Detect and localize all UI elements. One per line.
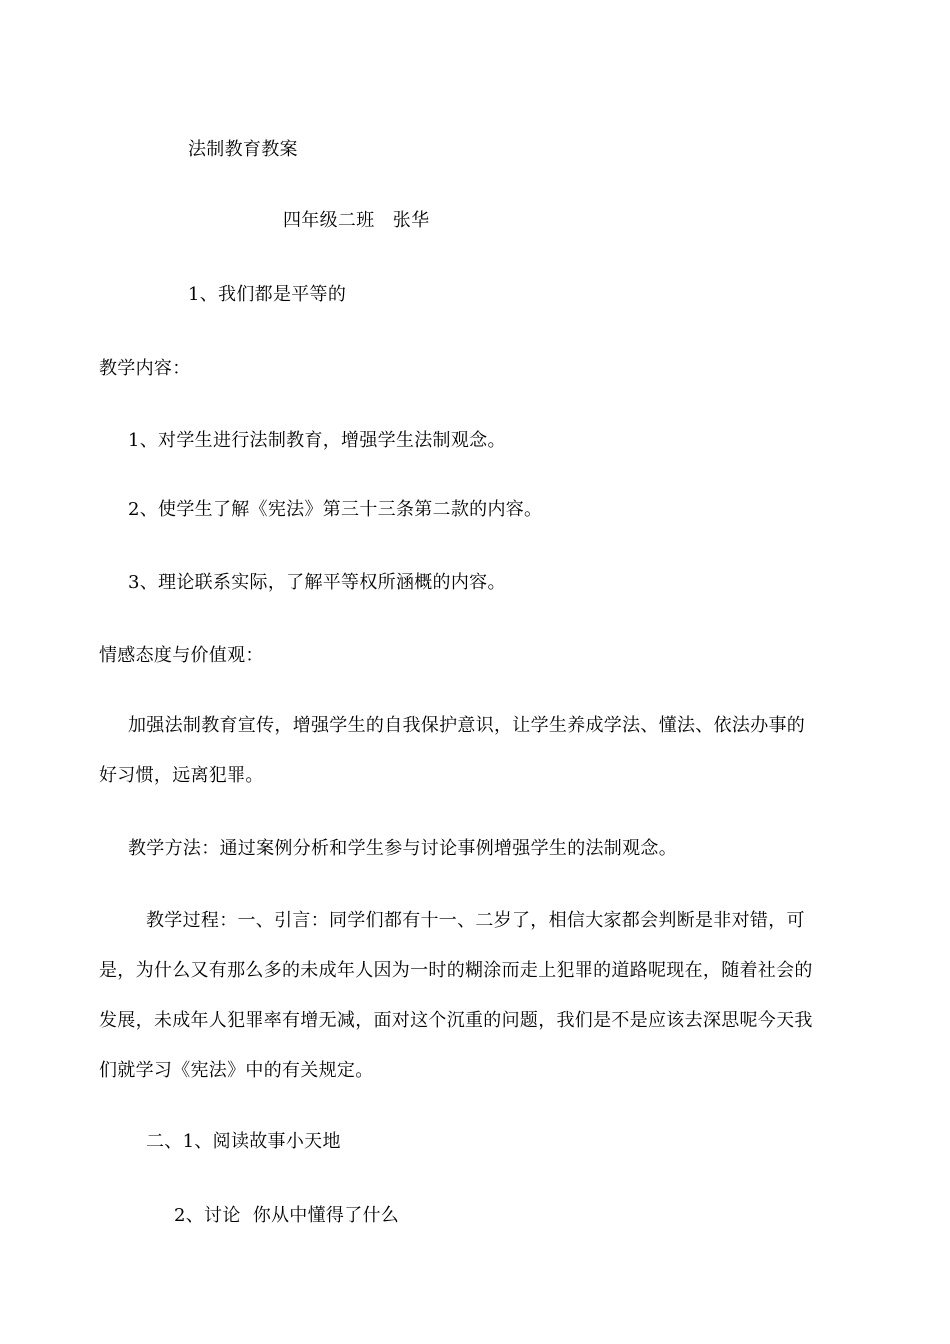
method-line: 教学方法：通过案例分析和学生参与讨论事例增强学生的法制观念。 <box>128 838 677 859</box>
content-item-3: 3、理论联系实际，了解平等权所涵概的内容。 <box>128 572 506 593</box>
emotion-heading: 情感态度与价值观： <box>99 645 264 666</box>
lesson-title: 1、我们都是平等的 <box>188 284 347 305</box>
process-line-3: 发展，未成年人犯罪率有增无减，面对这个沉重的问题，我们是不是应该去深思呢今天我 <box>99 1010 813 1031</box>
process-line-4: 们就学习《宪法》中的有关规定。 <box>99 1060 374 1081</box>
document-title: 法制教育教案 <box>188 139 298 160</box>
step-reading: 二、1、阅读故事小天地 <box>146 1131 341 1152</box>
author-line: 四年级二班 张华 <box>283 210 430 231</box>
content-heading: 教学内容： <box>99 358 191 379</box>
emotion-line-2: 好习惯，远离犯罪。 <box>99 765 264 786</box>
process-line-1: 教学过程：一、引言：同学们都有十一、二岁了，相信大家都会判断是非对错，可 <box>146 910 805 931</box>
process-line-2: 是，为什么又有那么多的未成年人因为一时的糊涂而走上犯罪的道路呢现在，随着社会的 <box>99 960 813 981</box>
content-item-1: 1、对学生进行法制教育，增强学生法制观念。 <box>128 430 506 451</box>
content-item-2: 2、使学生了解《宪法》第三十三条第二款的内容。 <box>128 499 543 520</box>
emotion-line-1: 加强法制教育宣传，增强学生的自我保护意识，让学生养成学法、懂法、依法办事的 <box>128 715 806 736</box>
step-discuss: 2、讨论 你从中懂得了什么 <box>174 1205 400 1226</box>
